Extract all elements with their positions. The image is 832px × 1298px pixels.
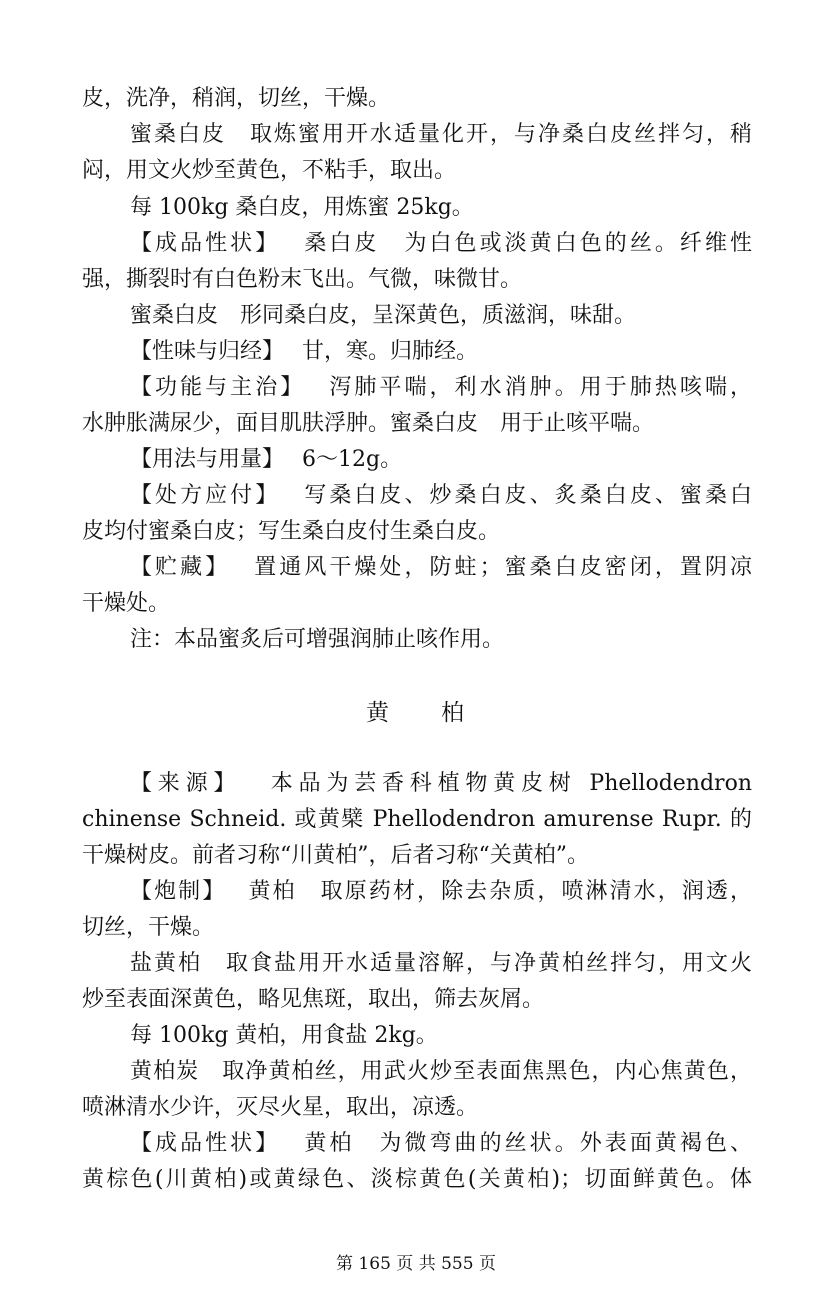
text-line: 皮均付蜜桑白皮；写生桑白皮付生桑白皮。 xyxy=(82,519,501,544)
text-line: 蜜桑白皮 取炼蜜用开水适量化开，与净桑白皮丝拌匀，稍 xyxy=(130,122,752,147)
section-heading-line: 【成品性状】 桑白皮 为白色或淡黄白色的丝。纤维性 xyxy=(130,231,752,256)
text-line: 干燥树皮。前者习称“川黄柏”，后者习称“关黄柏”。 xyxy=(82,843,589,868)
text-line: 干燥处。 xyxy=(82,591,171,616)
text-line: 切丝，干燥。 xyxy=(82,915,215,940)
section-heading-line: 【处方应付】 写桑白皮、炒桑白皮、炙桑白皮、蜜桑白 xyxy=(130,483,752,508)
text-line: 闷，用文火炒至黄色，不粘手，取出。 xyxy=(82,158,457,183)
section-heading-line: 【功能与主治】 泻肺平喘，利水消肿。用于肺热咳喘， xyxy=(130,375,752,400)
text-line: 黄棕色(川黄柏)或黄绿色、淡棕黄色(关黄柏)；切面鲜黄色。体 xyxy=(82,1167,752,1192)
text-line: 水肿胀满尿少，面目肌肤浮肿。蜜桑白皮 用于止咳平喘。 xyxy=(82,411,655,436)
text-line: 每 100kg 黄柏，用食盐 2kg。 xyxy=(130,1023,438,1048)
section-heading-line: 【炮制】 黄柏 取原药材，除去杂质，喷淋清水，润透， xyxy=(130,879,752,904)
text-line: chinense Schneid. 或黄檗 Phellodendron amurense Rupr. 的 xyxy=(82,807,752,832)
text-line: 喷淋清水少许，灭尽火星，取出，凉透。 xyxy=(82,1095,479,1120)
text-line: 盐黄柏 取食盐用开水适量溶解，与净黄柏丝拌匀，用文火 xyxy=(130,951,752,976)
section-heading-line: 【来源】 本品为芸香科植物黄皮树 Phellodendron xyxy=(130,771,752,796)
note-line: 注：本品蜜炙后可增强润肺止咳作用。 xyxy=(130,627,505,652)
entry-title: 黄 柏 xyxy=(366,700,466,726)
section-heading-line: 【贮藏】 置通风干燥处，防蛀；蜜桑白皮密闭，置阴凉 xyxy=(130,555,752,580)
text-line: 蜜桑白皮 形同桑白皮，呈深黄色，质滋润，味甜。 xyxy=(130,303,637,328)
text-line: 皮，洗净，稍润，切丝，干燥。 xyxy=(82,86,391,111)
text-line: 强，撕裂时有白色粉末飞出。气微，味微甘。 xyxy=(82,267,523,292)
section-heading-line: 【用法与用量】 6～12g。 xyxy=(130,447,403,472)
text-line: 黄柏炭 取净黄柏丝，用武火炒至表面焦黑色，内心焦黄色， xyxy=(130,1059,752,1084)
page-number-footer: 第 165 页 共 555 页 xyxy=(336,1254,496,1274)
section-heading-line: 【成品性状】 黄柏 为微弯曲的丝状。外表面黄褐色、 xyxy=(130,1131,752,1156)
text-line: 炒至表面深黄色，略见焦斑，取出，筛去灰屑。 xyxy=(82,987,545,1012)
section-heading-line: 【性味与归经】 甘，寒。归肺经。 xyxy=(130,339,478,364)
text-line: 每 100kg 桑白皮，用炼蜜 25kg。 xyxy=(130,195,474,220)
